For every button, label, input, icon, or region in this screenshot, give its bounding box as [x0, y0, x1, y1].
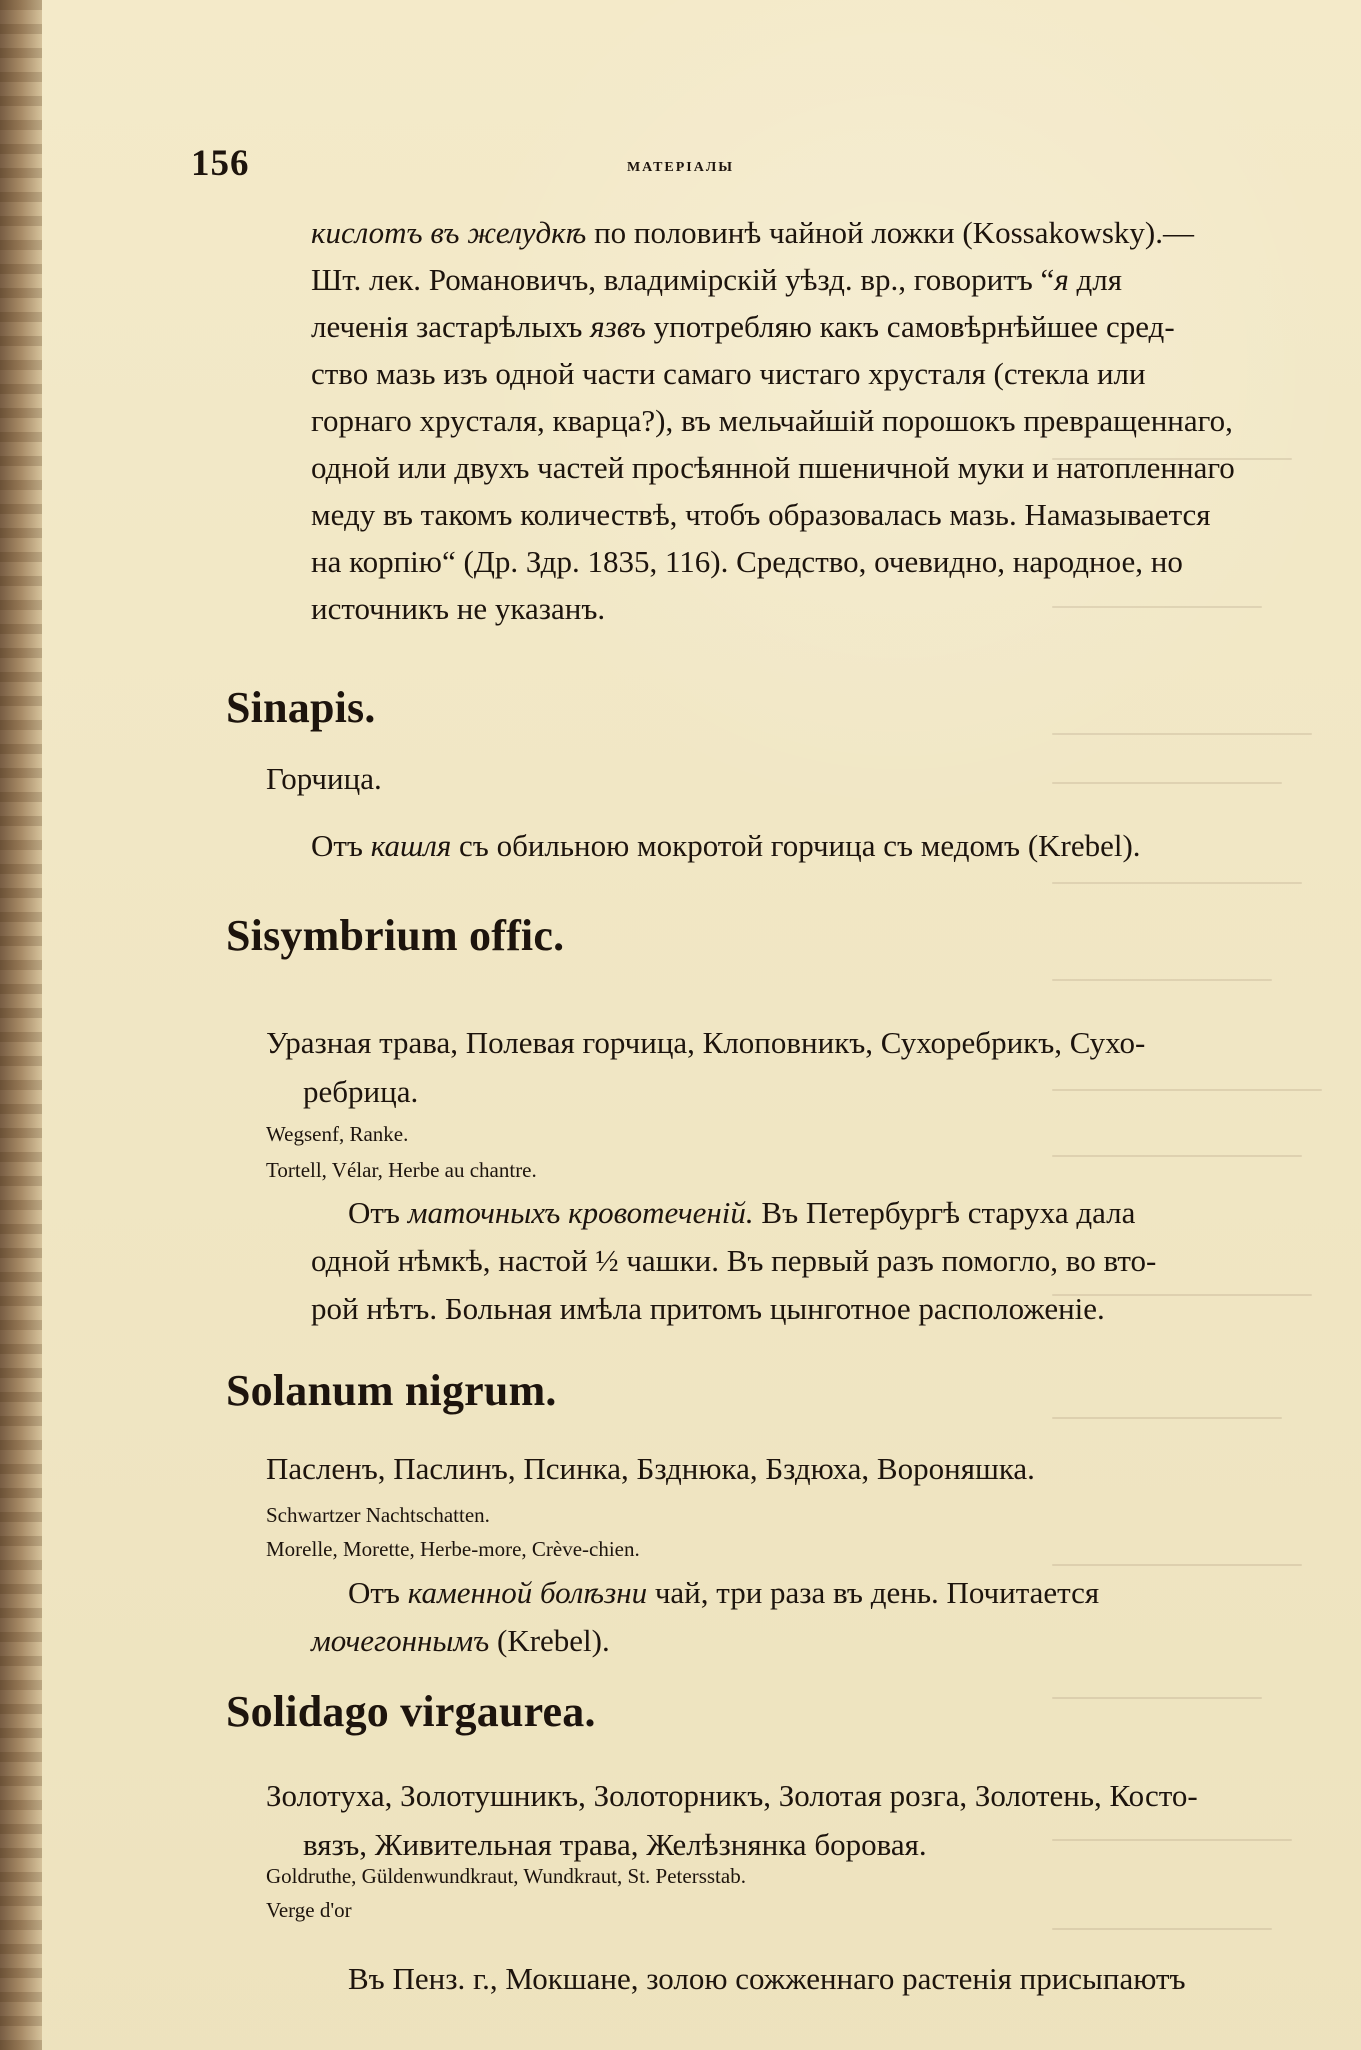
common-name-line: ребрица.: [303, 1074, 419, 1109]
paragraph-line: одной или двухъ частей просѣянной пшеничной муки и натопленнаго: [311, 450, 1235, 485]
usage-text: чай, три раза въ день. Почитается: [647, 1575, 1100, 1610]
top-paragraph: [311, 209, 1281, 632]
paragraph-line: меду въ такомъ количествѣ, чтобъ образовалась мазь. Намазывается: [311, 497, 1211, 532]
italic-text: каменной болѣзни: [407, 1575, 648, 1610]
common-names-solidago: [266, 1771, 1286, 1869]
ghost-line: [1052, 1928, 1272, 1930]
paragraph-text: леченія застарѣлыхъ: [311, 309, 591, 344]
ghost-line: [1052, 733, 1312, 735]
paragraph-line: [311, 256, 1281, 303]
usage-line: [311, 1569, 1281, 1617]
french-names-solanum: Morelle, Morette, Herbe-more, Crève-chien.: [266, 1537, 640, 1561]
common-names-solanum: Пасленъ, Паслинъ, Псинка, Бзднюка, Бздюха, Вороняшка.: [266, 1451, 1035, 1486]
ghost-line: [1052, 1417, 1282, 1419]
german-names-solanum: Schwartzer Nachtschatten.: [266, 1503, 490, 1527]
italic-text: мочегоннымъ: [311, 1623, 490, 1658]
common-name-sinapis: Горчица.: [266, 761, 382, 796]
usage-line: Въ Пенз. г., Мокшане, золою сожженнаго растенія присыпаютъ: [348, 1961, 1186, 1996]
page-number: 156: [191, 143, 250, 184]
ghost-line: [1052, 882, 1302, 884]
common-names-sisymbrium: [266, 1018, 1286, 1116]
german-names-solidago: Goldruthe, Güldenwundkraut, Wundkraut, St. Petersstab.: [266, 1864, 746, 1888]
usage-solanum: [311, 1569, 1281, 1665]
french-names-solidago: Verge d'or: [266, 1898, 352, 1922]
entry-heading-sisymbrium: Sisymbrium offic.: [226, 911, 565, 960]
italic-text: я: [1054, 262, 1069, 297]
binding-strip: [0, 0, 44, 2050]
ghost-line: [1052, 1697, 1262, 1699]
ghost-line: [1052, 1155, 1302, 1157]
paragraph-line: источникъ не указанъ.: [311, 591, 606, 626]
italic-text: язвъ: [590, 309, 646, 344]
usage-text: Въ Петербургѣ старуха дала: [753, 1195, 1136, 1230]
usage-line: [311, 1617, 1281, 1665]
entry-heading-sinapis: Sinapis.: [226, 683, 376, 732]
common-name-line: вязъ, Живительная трава, Желѣзнянка боровая.: [303, 1827, 927, 1862]
paragraph-text: Шт. лек. Романовичъ, владимірскій уѣзд. вр., говоритъ “: [311, 262, 1055, 297]
usage-sinapis: [311, 828, 1141, 864]
entry-heading-solidago: Solidago virgaurea.: [226, 1687, 596, 1736]
ghost-line: [1052, 979, 1272, 981]
ghost-line: [1052, 1564, 1302, 1566]
paragraph-line: горнаго хрусталя, кварца?), въ мельчайшій порошокъ превращеннаго,: [311, 403, 1233, 438]
common-name-line: Золотуха, Золотушникъ, Золоторникъ, Золотая розга, Золотень, Косто-: [266, 1778, 1198, 1813]
entry-heading-solanum: Solanum nigrum.: [226, 1366, 557, 1415]
usage-text: Отъ: [348, 1195, 408, 1230]
paragraph-line: ство мазь изъ одной части самаго чистаго хрусталя (стекла или: [311, 356, 1146, 391]
usage-text: Отъ: [311, 828, 371, 863]
usage-text: (Krebel).: [489, 1623, 610, 1658]
usage-text: Отъ: [348, 1575, 408, 1610]
french-names-sisymbrium: Tortell, Vélar, Herbe au chantre.: [266, 1158, 537, 1182]
usage-text: съ обильною мокротой горчица съ медомъ (Krebel).: [451, 828, 1141, 863]
italic-text: кашля: [370, 828, 452, 863]
usage-line: рой нѣтъ. Больная имѣла притомъ цынготное расположеніе.: [311, 1291, 1105, 1326]
usage-line: одной нѣмкѣ, настой ½ чашки. Въ первый разъ помогло, во вто-: [311, 1243, 1157, 1278]
common-name-line: Уразная трава, Полевая горчица, Клоповникъ, Сухоребрикъ, Сухо-: [266, 1025, 1146, 1060]
usage-line: [311, 1189, 1281, 1237]
usage-solidago: [311, 1955, 1281, 2002]
ghost-line: [1052, 782, 1282, 784]
paragraph-text: по половинѣ чайной ложки (Kossakowsky).—: [586, 215, 1194, 250]
paragraph-text: для: [1068, 262, 1122, 297]
running-head: МАТЕРІАЛЫ: [626, 160, 735, 175]
italic-text: кислотъ въ желудкѣ: [311, 215, 587, 250]
german-names-sisymbrium: Wegsenf, Ranke.: [266, 1122, 409, 1146]
paragraph-line: [311, 303, 1281, 350]
paragraph-text: употребляю какъ самовѣрнѣйшее сред-: [645, 309, 1175, 344]
paragraph-line: [311, 209, 1281, 256]
paragraph-line: на корпію“ (Др. Здр. 1835, 116). Средство, очевидно, народное, но: [311, 544, 1183, 579]
italic-text: маточныхъ кровотеченій.: [407, 1195, 754, 1230]
usage-sisymbrium: [311, 1189, 1281, 1333]
